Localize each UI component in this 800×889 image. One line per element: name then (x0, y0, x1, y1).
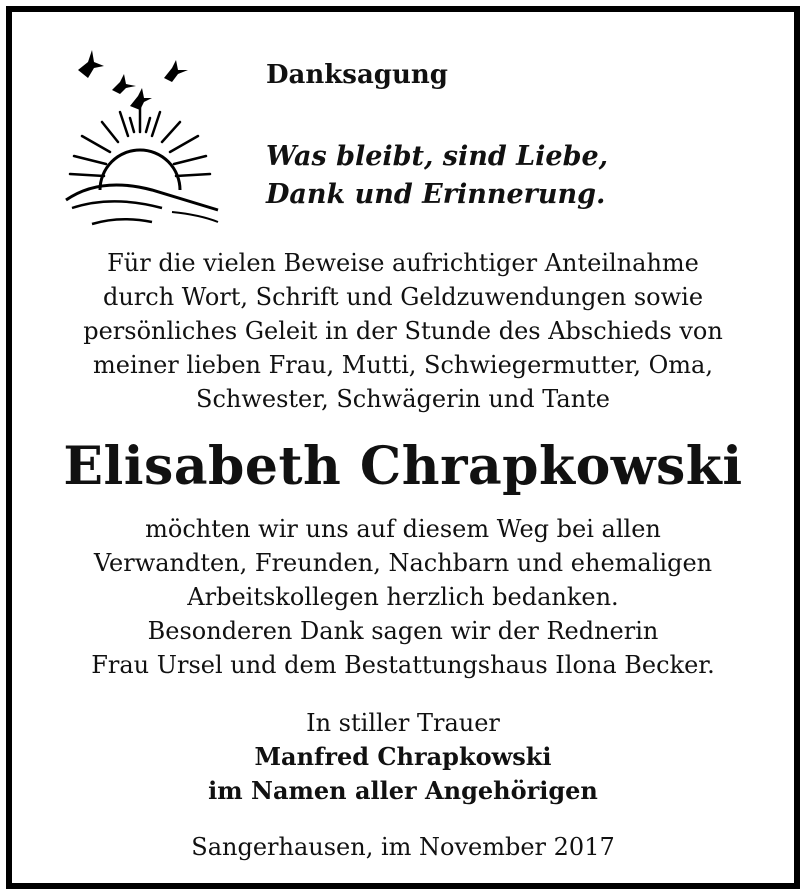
signature-block (12, 706, 794, 808)
thanks-line: Besonderen Dank sagen wir der Rednerin (147, 617, 659, 645)
thanks-line: Verwandten, Freunden, Nachbarn und ehemaligen (93, 549, 713, 577)
thanks-line: Arbeitskollegen herzlich bedanken. (187, 583, 619, 611)
place-date: Sangerhausen, im November 2017 (191, 833, 615, 861)
intro-line: meiner lieben Frau, Mutti, Schwiegermutter, Oma, (93, 351, 713, 379)
deceased-name: Elisabeth Chrapkowski (63, 436, 743, 497)
intro-line: Schwester, Schwägerin und Tante (196, 385, 610, 413)
notice-heading: Danksagung (266, 60, 448, 90)
thanks-paragraph (12, 512, 794, 682)
intro-line: persönliches Geleit in der Stunde des Abschieds von (83, 317, 723, 345)
motto-line: Dank und Erinnerung. (266, 179, 606, 210)
motto-line: Was bleibt, sind Liebe, (266, 141, 609, 172)
motto (266, 138, 608, 214)
notice-frame (6, 6, 800, 889)
thanks-line: möchten wir uns auf diesem Weg bei allen (145, 515, 661, 543)
signer-family: im Namen aller Angehörigen (208, 776, 598, 805)
intro-line: Für die vielen Beweise aufrichtiger Anteilnahme (107, 249, 699, 277)
mourning-line: In stiller Trauer (306, 709, 500, 737)
intro-paragraph (12, 246, 794, 416)
intro-line: durch Wort, Schrift und Geldzuwendungen sowie (102, 283, 704, 311)
signer-name: Manfred Chrapkowski (254, 742, 552, 771)
thanks-line: Frau Ursel und dem Bestattungshaus Ilona Becker. (91, 651, 715, 679)
birds-sunset-icon (52, 32, 232, 232)
